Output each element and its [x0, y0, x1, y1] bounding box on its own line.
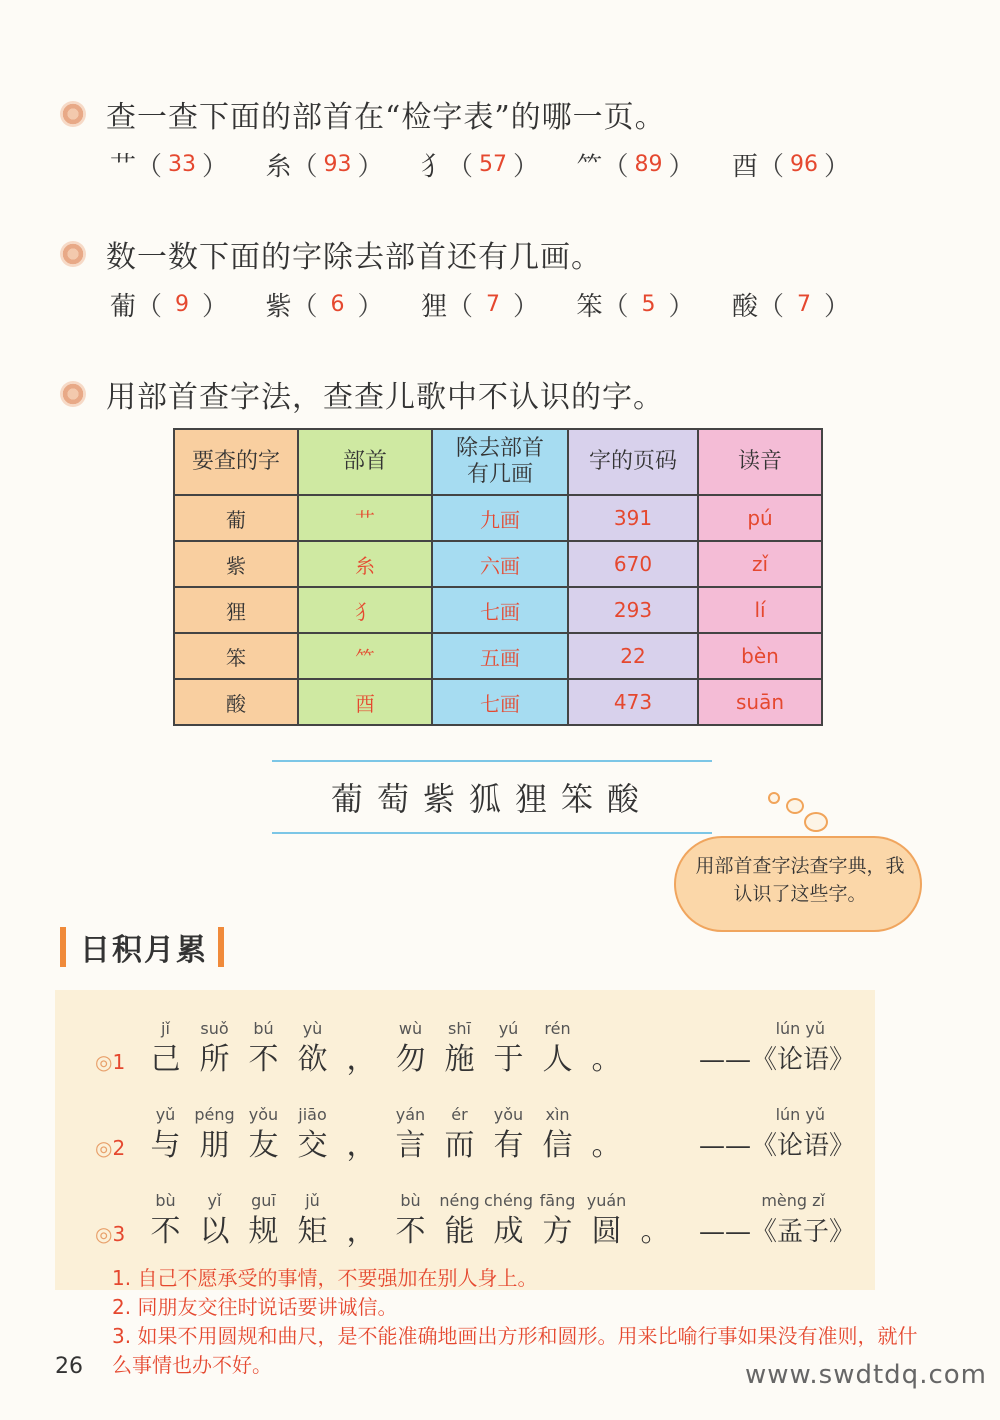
table-cell: 七画 — [432, 587, 568, 633]
saying-chars — [141, 1190, 680, 1252]
saying-chars — [141, 1018, 631, 1080]
character-with-pinyin — [582, 1018, 631, 1080]
character-with-pinyin — [582, 1104, 631, 1166]
table-cell: 酸 — [174, 679, 298, 725]
char-item: 酸 （ 7 ） — [732, 286, 850, 323]
table-cell: 糸 — [298, 541, 432, 587]
answer: 89 — [634, 152, 663, 177]
header-cell: 字的页码 — [568, 429, 698, 495]
pinyin: yù — [302, 1019, 323, 1038]
hanzi: ， — [346, 1128, 377, 1163]
source: ——《论语》 — [698, 1045, 855, 1075]
answer: 93 — [323, 152, 352, 177]
saying-chars — [141, 1104, 631, 1166]
pinyin — [631, 1190, 680, 1212]
section-title-text: 日积月累 — [80, 933, 208, 968]
character-with-pinyin — [435, 1104, 484, 1166]
character-with-pinyin — [288, 1190, 337, 1252]
table-cell: 紫 — [174, 541, 298, 587]
header-cell: 部首 — [298, 429, 432, 495]
lookup-table — [173, 428, 823, 726]
question-3 — [60, 372, 664, 416]
character-with-pinyin — [141, 1190, 190, 1252]
char: 笨 — [576, 292, 603, 322]
hanzi: 而 — [444, 1128, 475, 1163]
character-with-pinyin — [190, 1018, 239, 1080]
table-row — [174, 633, 822, 679]
pinyin: yán — [395, 1105, 426, 1124]
radical-item: 糸 （ 93 ） — [265, 146, 383, 183]
watermark: www.swdtdq.com — [745, 1360, 987, 1390]
hanzi: 与 — [150, 1128, 181, 1163]
table-header-row — [174, 429, 822, 495]
pinyin: rén — [544, 1019, 571, 1038]
answer: 7 — [486, 292, 500, 317]
strip-top-line — [272, 760, 712, 762]
hanzi: 交 — [297, 1128, 328, 1163]
hanzi: 言 — [395, 1128, 426, 1163]
saying-3 — [95, 1178, 855, 1258]
hanzi: 信 — [542, 1128, 573, 1163]
answer: 7 — [796, 292, 811, 317]
table-cell: 酉 — [298, 679, 432, 725]
character-with-pinyin — [288, 1104, 337, 1166]
radical-item: 酉 （ 96 ） — [732, 146, 850, 183]
character-with-pinyin — [141, 1104, 190, 1166]
pinyin: yǒu — [493, 1105, 524, 1124]
word-strip: 葡萄紫狐狸笨酸 — [330, 780, 653, 818]
character-with-pinyin — [386, 1018, 435, 1080]
table-row — [174, 679, 822, 725]
character-with-pinyin — [190, 1190, 239, 1252]
table-cell: 391 — [568, 495, 698, 541]
header-cell: 读音 — [698, 429, 822, 495]
table-cell: lí — [698, 587, 822, 633]
pinyin — [337, 1018, 386, 1040]
character-with-pinyin — [533, 1018, 582, 1080]
pinyin: suǒ — [200, 1019, 229, 1038]
radical: 糸 — [265, 152, 292, 182]
saying-number: ◎2 — [95, 1136, 126, 1160]
radical-item: 犭 （ 57 ） — [421, 146, 539, 183]
hanzi: 。 — [591, 1042, 622, 1077]
character-with-pinyin — [141, 1018, 190, 1080]
bubble-dot — [804, 812, 828, 832]
pinyin: yú — [498, 1019, 519, 1038]
char-item: 葡 （ 9 ） — [110, 286, 228, 323]
answer: 6 — [330, 292, 345, 317]
answer: 57 — [479, 152, 507, 177]
character-with-pinyin — [190, 1104, 239, 1166]
strip-bottom-line — [272, 832, 712, 834]
hanzi: 不 — [395, 1214, 426, 1249]
table-cell: bèn — [698, 633, 822, 679]
pinyin — [337, 1104, 386, 1126]
table-cell: 九画 — [432, 495, 568, 541]
character-with-pinyin — [435, 1018, 484, 1080]
char: 酸 — [731, 292, 758, 322]
radical: 酉 — [731, 152, 758, 182]
question-2-answers — [110, 286, 850, 323]
answer: 96 — [789, 152, 818, 177]
hanzi: 欲 — [297, 1042, 328, 1077]
table-cell: 笨 — [174, 633, 298, 679]
character-with-pinyin — [484, 1190, 533, 1252]
hanzi: 不 — [150, 1214, 181, 1249]
note-1: 1. 自己不愿承受的事情，不要强加在别人身上。 — [112, 1266, 538, 1290]
header-cell: 要查的字 — [174, 429, 298, 495]
bullet-icon — [60, 241, 86, 267]
source: ——《论语》 — [698, 1131, 855, 1161]
note-3: 3. 如果不用圆规和曲尺，是不能准确地画出方形和圆形。用来比喻行事如果没有准则，就什么事情也办不好。 — [112, 1324, 918, 1377]
character-with-pinyin — [239, 1190, 288, 1252]
hanzi: 不 — [248, 1042, 279, 1077]
table-cell: 473 — [568, 679, 698, 725]
pinyin: yǒu — [248, 1105, 279, 1124]
table-row — [174, 587, 822, 633]
pinyin: bú — [253, 1019, 274, 1038]
section-title — [60, 925, 224, 969]
pinyin: shī — [448, 1019, 471, 1038]
hanzi: 矩 — [297, 1214, 328, 1249]
char-item: 紫 （ 6 ） — [265, 286, 383, 323]
pinyin: jǐ — [161, 1019, 170, 1038]
character-with-pinyin — [386, 1104, 435, 1166]
hanzi: ， — [346, 1214, 377, 1249]
character-with-pinyin — [239, 1104, 288, 1166]
pinyin: yǔ — [155, 1105, 176, 1124]
radical-item: ⺮ （ 89 ） — [576, 146, 694, 183]
saying-number: ◎1 — [95, 1050, 126, 1074]
question-2-title: 数一数下面的字除去部首还有几画。 — [106, 240, 602, 275]
table-cell: suān — [698, 679, 822, 725]
char-item: 笨 （ 5 ） — [576, 286, 694, 323]
title-bar — [218, 927, 224, 967]
page-number: 26 — [55, 1354, 83, 1379]
answer: 33 — [168, 152, 197, 177]
hanzi: 成 — [493, 1214, 524, 1249]
character-with-pinyin — [386, 1190, 435, 1252]
pinyin: fāng — [539, 1191, 576, 1210]
pinyin: yuán — [586, 1191, 627, 1210]
hanzi: 。 — [591, 1128, 622, 1163]
table-cell: 五画 — [432, 633, 568, 679]
hanzi: 圆 — [591, 1214, 622, 1249]
question-1-answers — [110, 146, 850, 183]
pinyin — [582, 1018, 631, 1040]
table-cell: 犭 — [298, 587, 432, 633]
table-cell: 22 — [568, 633, 698, 679]
saying-number: ◎3 — [95, 1222, 126, 1246]
radical-item: 艹 （ 33 ） — [110, 146, 228, 183]
table-cell: 葡 — [174, 495, 298, 541]
pinyin: chéng — [484, 1191, 534, 1210]
character-with-pinyin — [239, 1018, 288, 1080]
hanzi: 于 — [493, 1042, 524, 1077]
pinyin: jiāo — [298, 1105, 327, 1124]
table-cell: 狸 — [174, 587, 298, 633]
hanzi: 朋 — [199, 1128, 230, 1163]
pinyin: yǐ — [207, 1191, 222, 1210]
character-with-pinyin — [533, 1190, 582, 1252]
hanzi: 人 — [542, 1042, 573, 1077]
note-2: 2. 同朋友交往时说话要讲诚信。 — [112, 1295, 398, 1319]
table-cell: 七画 — [432, 679, 568, 725]
table-cell: ⺮ — [298, 633, 432, 679]
saying-2 — [95, 1092, 855, 1172]
source-pinyin: lún yǔ — [775, 1105, 825, 1124]
pinyin — [582, 1104, 631, 1126]
pinyin — [337, 1190, 386, 1212]
pinyin: péng — [194, 1105, 235, 1124]
pinyin: ér — [451, 1105, 468, 1124]
table-cell: 六画 — [432, 541, 568, 587]
char: 葡 — [110, 292, 137, 322]
pinyin: wù — [398, 1019, 423, 1038]
pinyin: guī — [251, 1191, 276, 1210]
source: ——《孟子》 — [698, 1217, 855, 1247]
table-cell: 293 — [568, 587, 698, 633]
character-with-pinyin — [582, 1190, 631, 1252]
character-with-pinyin — [288, 1018, 337, 1080]
hanzi: 有 — [493, 1128, 524, 1163]
bubble-dot — [768, 792, 780, 804]
answer: 9 — [175, 292, 190, 317]
table-cell: zǐ — [698, 541, 822, 587]
answer: 5 — [641, 292, 656, 317]
question-1 — [60, 92, 666, 136]
character-with-pinyin — [337, 1104, 386, 1166]
radical: 艹 — [110, 152, 137, 182]
bullet-icon — [60, 381, 86, 407]
pinyin: jǔ — [305, 1191, 320, 1210]
table-row — [174, 495, 822, 541]
char: 紫 — [265, 292, 292, 322]
question-2 — [60, 232, 602, 276]
hanzi: ， — [346, 1042, 377, 1077]
source-pinyin: lún yǔ — [775, 1019, 825, 1038]
question-3-title: 用部首查字法，查查儿歌中不认识的字。 — [106, 380, 664, 415]
hanzi: 规 — [248, 1214, 279, 1249]
radical: 犭 — [420, 152, 447, 182]
character-with-pinyin — [533, 1104, 582, 1166]
hanzi: 。 — [640, 1214, 671, 1249]
table-cell: pú — [698, 495, 822, 541]
bullet-icon — [60, 101, 86, 127]
character-with-pinyin — [631, 1190, 680, 1252]
thought-bubble-text: 用部首查字法查字典，我认识了这些字。 — [695, 855, 905, 905]
saying-1 — [95, 1006, 855, 1086]
pinyin: bù — [400, 1191, 421, 1210]
table-row — [174, 541, 822, 587]
character-with-pinyin — [435, 1190, 484, 1252]
radical: ⺮ — [576, 152, 603, 182]
source-pinyin: mèng zǐ — [761, 1191, 825, 1210]
character-with-pinyin — [337, 1018, 386, 1080]
character-with-pinyin — [337, 1190, 386, 1252]
header-cell: 除去部首 有几画 — [432, 429, 568, 495]
hanzi: 以 — [199, 1214, 230, 1249]
hanzi: 能 — [444, 1214, 475, 1249]
table-cell: 670 — [568, 541, 698, 587]
hanzi: 勿 — [395, 1042, 426, 1077]
question-1-title: 查一查下面的部首在“检字表”的哪一页。 — [106, 100, 666, 135]
pinyin: néng — [439, 1191, 480, 1210]
character-with-pinyin — [484, 1104, 533, 1166]
character-with-pinyin — [484, 1018, 533, 1080]
pinyin: bù — [155, 1191, 176, 1210]
hanzi: 所 — [199, 1042, 230, 1077]
char-item: 狸 （ 7 ） — [421, 286, 539, 323]
hanzi: 友 — [248, 1128, 279, 1163]
table-cell: 艹 — [298, 495, 432, 541]
title-bar — [60, 927, 66, 967]
hanzi: 施 — [444, 1042, 475, 1077]
hanzi: 己 — [150, 1042, 181, 1077]
bubble-dot — [786, 798, 804, 814]
char: 狸 — [420, 292, 447, 322]
pinyin: xìn — [545, 1105, 570, 1124]
hanzi: 方 — [542, 1214, 573, 1249]
